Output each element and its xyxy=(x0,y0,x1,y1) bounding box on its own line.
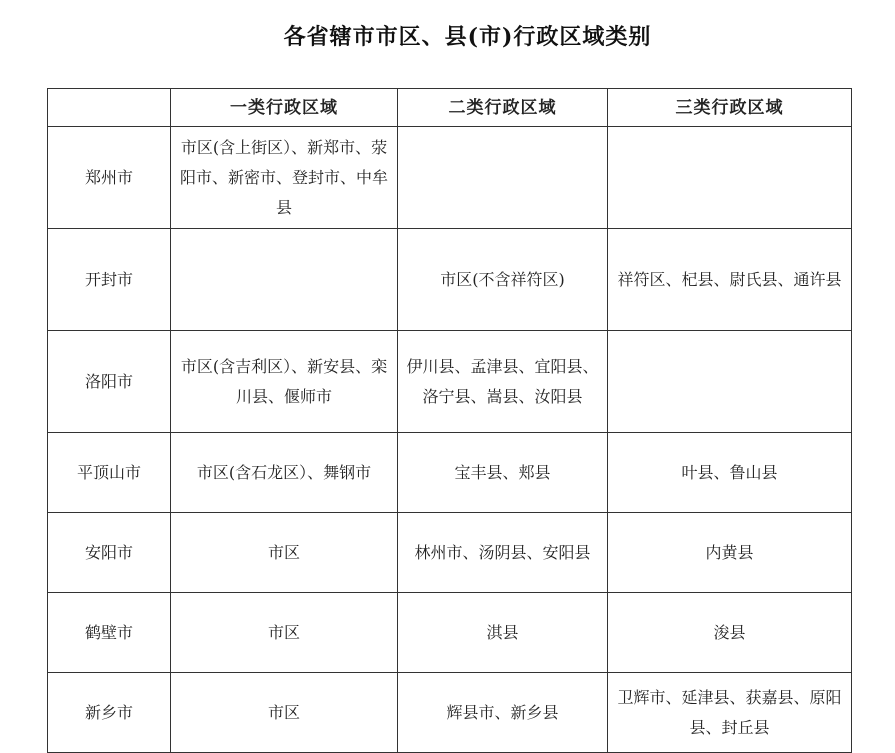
table-row xyxy=(48,229,852,331)
region-category-table xyxy=(47,88,852,753)
city-cell: 新乡市 xyxy=(48,673,171,753)
city-cell: 平顶山市 xyxy=(48,433,171,513)
class2-cell xyxy=(398,127,608,229)
table-row xyxy=(48,433,852,513)
class1-cell: 市区 xyxy=(171,673,398,753)
city-cell: 鹤壁市 xyxy=(48,593,171,673)
header-class2: 二类行政区域 xyxy=(398,89,608,127)
class2-cell: 宝丰县、郏县 xyxy=(398,433,608,513)
document-title: 各省辖市市区、县(市)行政区域类别 xyxy=(283,24,652,50)
class2-cell: 淇县 xyxy=(398,593,608,673)
class3-cell: 内黄县 xyxy=(608,513,852,593)
class1-cell: 市区(含石龙区）、舞钢市 xyxy=(171,433,398,513)
table-row xyxy=(48,331,852,433)
class3-cell: 浚县 xyxy=(608,593,852,673)
class2-cell: 林州市、汤阴县、安阳县 xyxy=(398,513,608,593)
table-row xyxy=(48,513,852,593)
class1-cell: 市区 xyxy=(171,593,398,673)
city-cell: 安阳市 xyxy=(48,513,171,593)
header-corner-cell xyxy=(48,89,171,127)
table-row xyxy=(48,673,852,753)
table-header-row xyxy=(48,89,852,127)
header-class1: 一类行政区域 xyxy=(171,89,398,127)
class1-cell: 市区(含上街区）、新郑市、荥阳市、新密市、登封市、中牟县 xyxy=(171,127,398,229)
table-row xyxy=(48,127,852,229)
class3-cell xyxy=(608,331,852,433)
class2-cell: 辉县市、新乡县 xyxy=(398,673,608,753)
class3-cell: 叶县、鲁山县 xyxy=(608,433,852,513)
city-cell: 郑州市 xyxy=(48,127,171,229)
class3-cell: 祥符区、杞县、尉氏县、通许县 xyxy=(608,229,852,331)
city-cell: 洛阳市 xyxy=(48,331,171,433)
class1-cell xyxy=(171,229,398,331)
table-row xyxy=(48,593,852,673)
header-class3: 三类行政区域 xyxy=(608,89,852,127)
class3-cell: 卫辉市、延津县、获嘉县、原阳县、封丘县 xyxy=(608,673,852,753)
class2-cell: 市区(不含祥符区) xyxy=(398,229,608,331)
city-cell: 开封市 xyxy=(48,229,171,331)
class1-cell: 市区(含吉利区）、新安县、栾川县、偃师市 xyxy=(171,331,398,433)
class3-cell xyxy=(608,127,852,229)
class1-cell: 市区 xyxy=(171,513,398,593)
class2-cell: 伊川县、孟津县、宜阳县、洛宁县、嵩县、汝阳县 xyxy=(398,331,608,433)
